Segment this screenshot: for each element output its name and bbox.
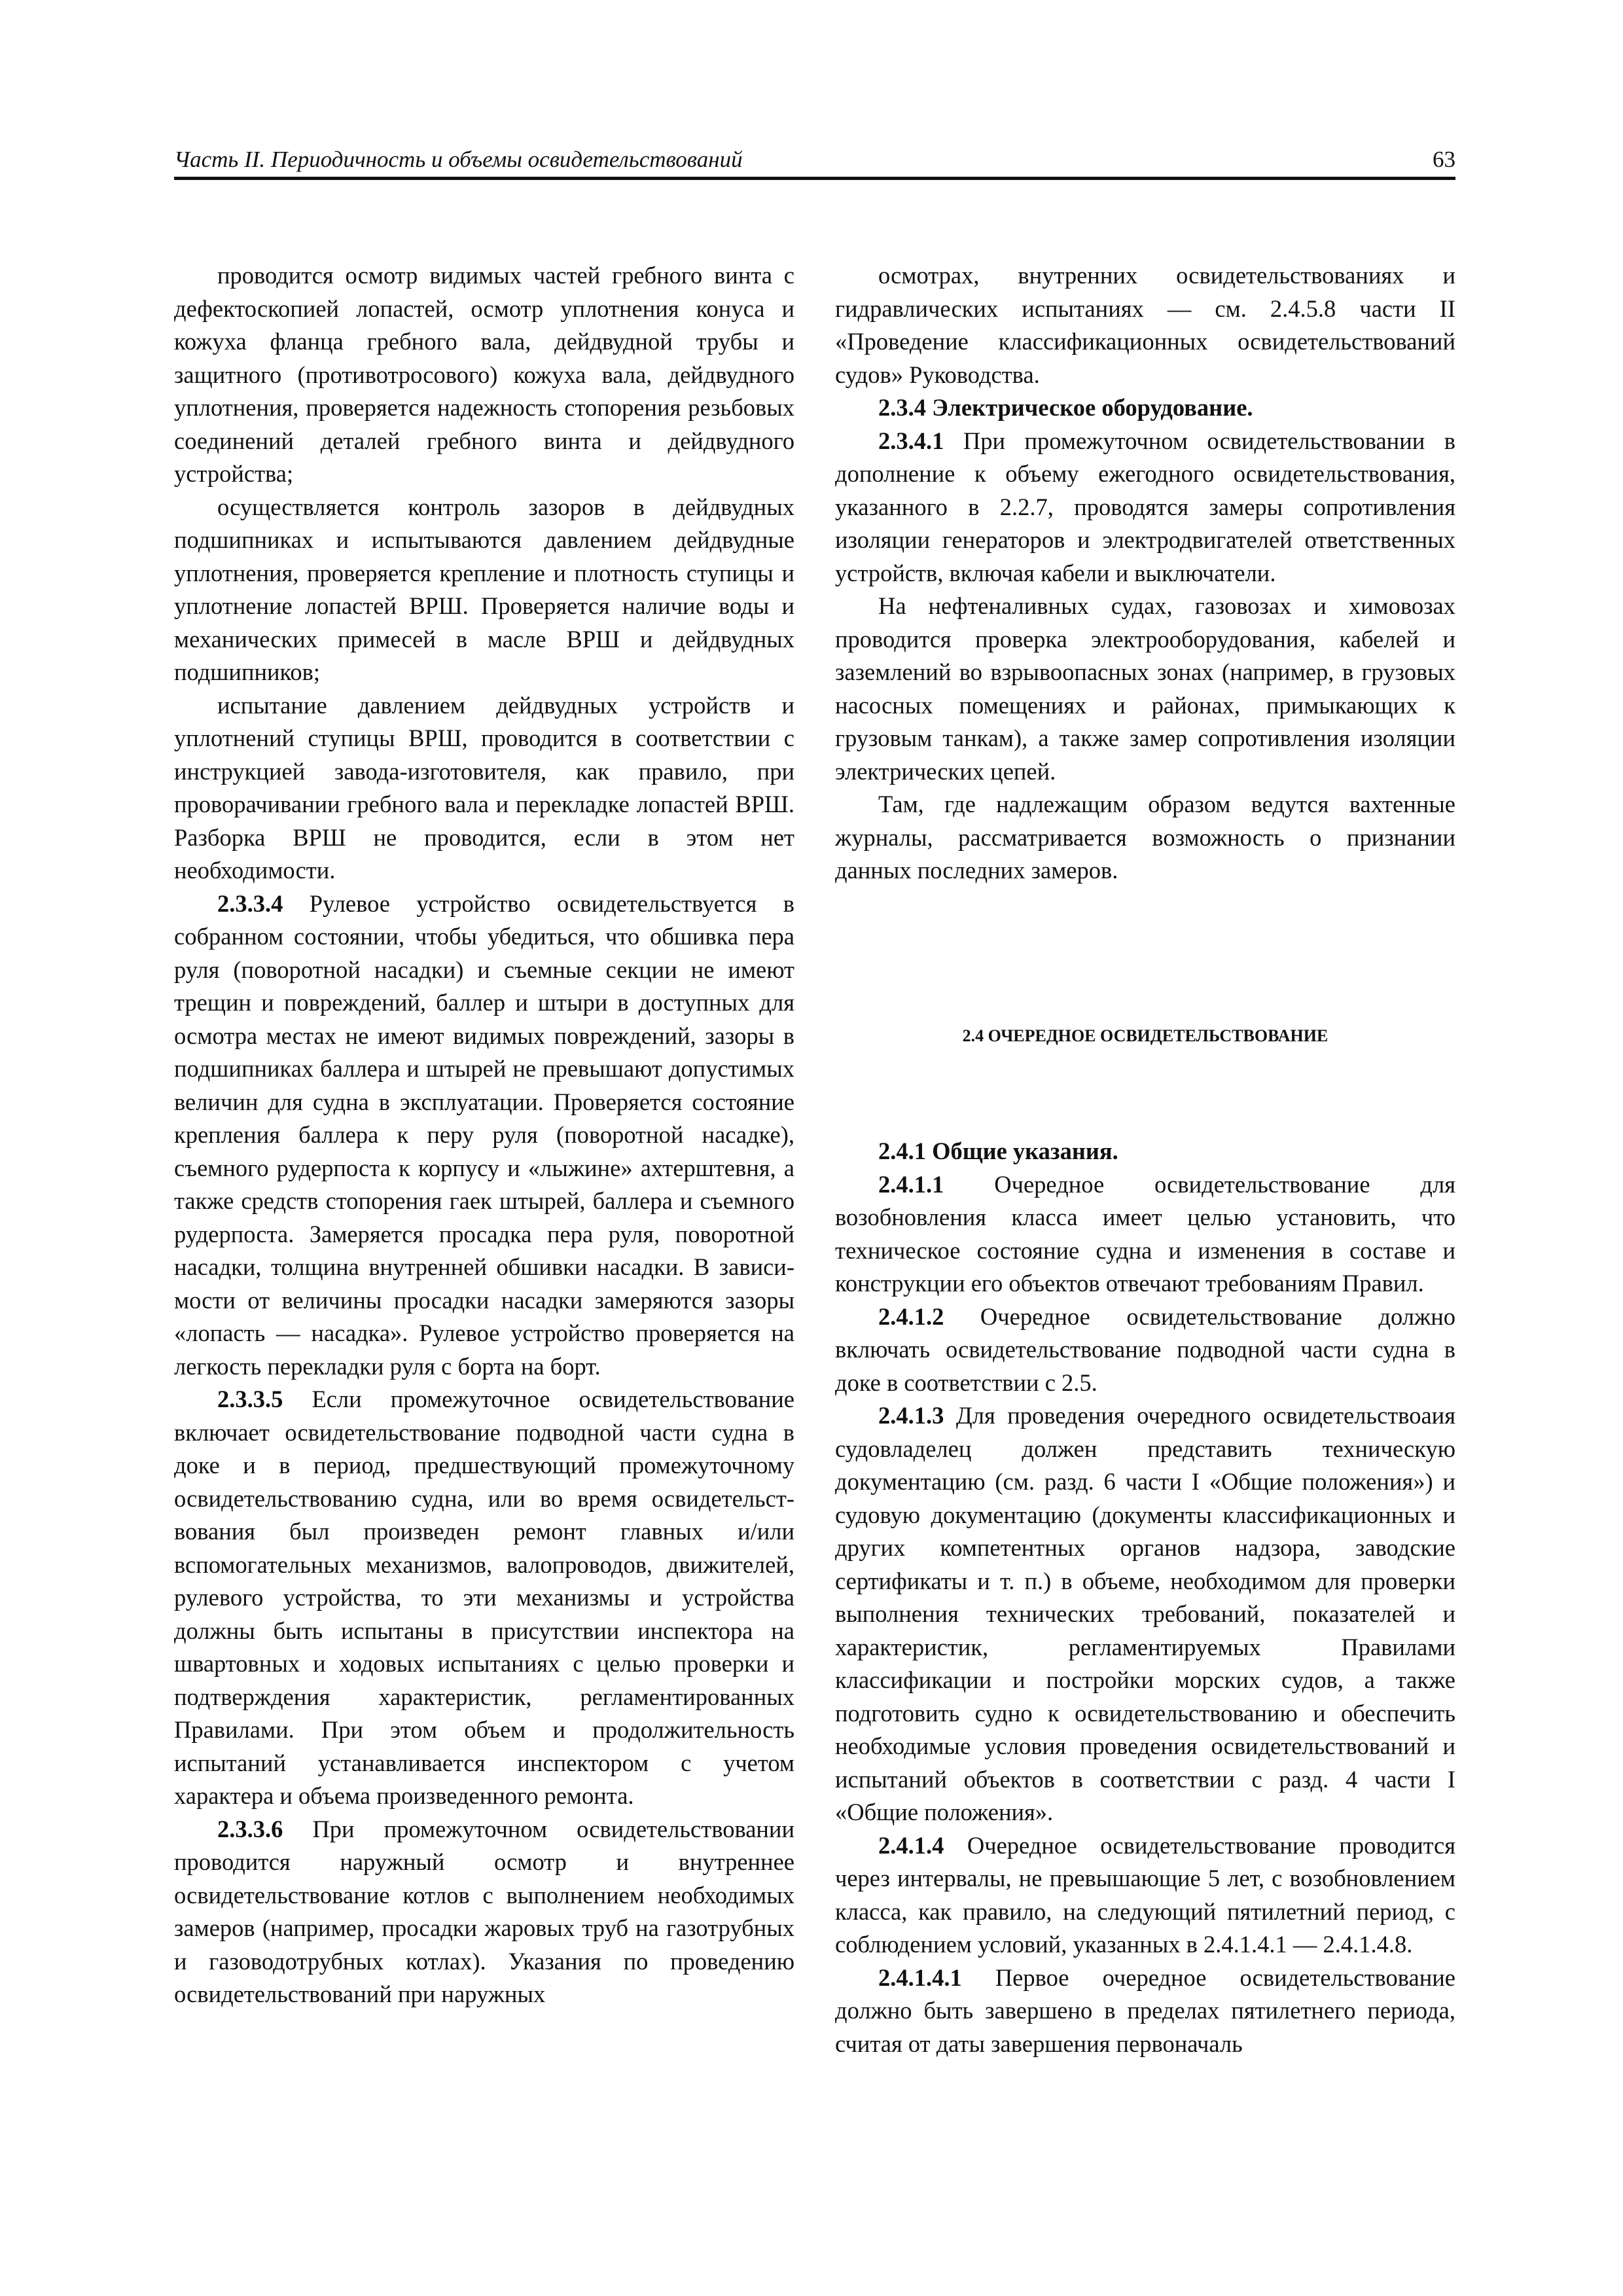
paragraph: осуществляется контроль зазоров в дейдвудных подшипниках и испытываются давлением дейдвудные уплотнения, проверяется крепление и плотность ступицы и уплотнение лопастей ВРШ. Проверяется наличие воды и механических примесей в масле ВРШ и дейдвудных подшипников; xyxy=(174,493,794,685)
spacer xyxy=(835,1052,1455,1135)
paragraph-text: Если промежуточное освидетельствование включает освидетельствование подводной части судна в доке и в период, предшествующий промежуточному освидетельствованию судна, или во время освидетельствования был произведен ремонт главных и/или вспомогательных механизмов, валопроводов, движителей, рулевого устройства, то эти механизмы и устройства должны быть испытаны в присутствии инспектора на швартовных и ходовых испытаниях с целью проверки и подтверждения характеристик, регламентированных Правилами. При этом объем и продолжительность испытаний устанавливается инспектором с учетом характера и объема произведенного ремонта. xyxy=(174,1386,794,1809)
paragraph-2-4-1-4-1 xyxy=(835,1962,1455,2061)
clause-number: 2.3.4.1 xyxy=(878,427,944,454)
paragraph-text: Очередное освидетельствование для возобновления класса имеет целью установить, что техническое состояние судна и изменения в составе и конструкции его объектов отвечают требованиям Правил. xyxy=(835,1170,1455,1297)
paragraph-text: Первое очередное освидетельствование должно быть завершено в пределах пятилетнего периода, считая от даты завершения первоначаль xyxy=(835,1964,1455,2057)
clause-number: 2.4.1.1 xyxy=(878,1170,944,1198)
header-rule xyxy=(174,177,1455,180)
clause-number: 2.3.3.6 xyxy=(217,1815,283,1842)
chapter-heading-2-4: 2.4 ОЧЕРЕДНОЕ ОСВИДЕТЕЛЬСТВОВАНИЕ xyxy=(962,1026,1329,1045)
spacer xyxy=(835,888,1455,1020)
paragraph-text: Для проведения очередного освидетельствоаия судовладелец должен представить техническую документацию (см. разд. 6 части I «Общие положения») и судовую документацию (документы классификационных и других компетентных органов надзора, заводские сертификаты и т. п.) в объеме, необходимом для проверки выполнения технических требований, показателей и характеристик, регламентируемых Правилами классификации и постройки морских судов, а также подготовить судно к освидетельствованию и обеспечить необходимые условия проведения освидетельствований и испытаний объектов в соответствии с разд. 4 части I «Общие положения». xyxy=(835,1402,1455,1825)
clause-number: 2.4.1.4.1 xyxy=(878,1964,962,1991)
page-number: 63 xyxy=(1433,147,1455,172)
paragraph-2-3-3-6 xyxy=(174,1813,794,2011)
paragraph-2-4-1-2 xyxy=(835,1300,1455,1400)
paragraph-text: Рулевое устройство освидетельствуется в собранном состоянии, чтобы убедиться, что обшивка пера руля (поворотной насадки) и съемные секции не имеют трещин и повреждений, баллер и штыри в доступных для осмотра местах не имеют видимых повреждений, зазоры в подшипниках баллера и штырей не превышают допустимых величин для судна в эксплуатации. Проверяется состояние крепления баллера к перу руля (поворотной насадке), съемного рудерпоста к корпусу и «лыжине» ахтерштевня, а также средств стопорения гаек штырей, баллера и съемного рудерпоста. Замеряется просадка пера руля, поворотной насадки, толщина внутренней обшивки насадки. В зависимости от величины просадки насадки замеряются зазоры «лопасть — насадка». Рулевое устройство проверяется на легкость перекладки руля с борта на борт. xyxy=(174,889,794,1380)
paragraph-2-4-1-4 xyxy=(835,1829,1455,1962)
paragraph-2-3-4-1 xyxy=(835,425,1455,590)
paragraph-text: При промежуточном освидетельствовании проводится наружный осмотр и внутреннее освидетельствование котлов с выполнением необходимых замеров (например, просадки жаровых труб на газотрубных и газоводотрубных котлах). Указания по проведению освидетельствований при наружных xyxy=(174,1815,794,2007)
paragraph-2-4-1-3 xyxy=(835,1399,1455,1829)
paragraph: испытание давлением дейдвудных устройств и уплотнений ступицы ВРШ, проводится в соответствии с инструкцией завода-изготовителя, как правило, при проворачивании гребного вала и перекладке лопастей ВРШ. Разборка ВРШ не проводится, если в этом нет необходимости. xyxy=(174,691,794,884)
paragraph-2-4-1-1 xyxy=(835,1168,1455,1300)
paragraph: На нефтеналивных судах, газовозах и химовозах проводится проверка электрооборудования, кабелей и заземлений во взрывоопасных зонах (например, в грузовых насосных помещениях и районах, примыкающих к грузовым танкам), а также замер сопротивления изоляции электрических цепей. xyxy=(835,592,1455,785)
paragraph-text: Очередное освидетельствование должно включать освидетельствование подводной части судна в доке в соответствии с 2.5. xyxy=(835,1302,1455,1396)
clause-number: 2.4.1.3 xyxy=(878,1402,944,1429)
clause-number: 2.4.1.2 xyxy=(878,1302,944,1330)
paragraph: Там, где надлежащим образом ведутся вахтенные журналы, рассматривается возможность о признании данных последних замеров. xyxy=(835,791,1455,884)
paragraph-2-3-3-4 xyxy=(174,888,794,1384)
paragraph-text: При промежуточном освидетельствовании в дополнение к объему ежегодного освидетельствования, указанного в 2.2.7, проводятся замеры сопротивления изоляции генераторов и электродвигателей ответственных устройств, включая кабели и выключатели. xyxy=(835,427,1455,586)
right-column xyxy=(835,259,1455,2060)
running-head xyxy=(174,145,1455,174)
paragraph-2-3-3-5 xyxy=(174,1383,794,1813)
paragraph: осмотрах, внутренних освидетельствованиях и гидравлических испытаниях — см. 2.4.5.8 части II «Проведение классификационных освидетельствований судов» Руководства. xyxy=(835,262,1455,388)
clause-number: 2.3.3.5 xyxy=(217,1386,283,1412)
clause-number: 2.3.3.4 xyxy=(217,889,283,917)
paragraph: проводится осмотр видимых частей гребного винта с дефектоскопией лопастей, осмотр уплотнения конуса и кожуха фланца гребного вала, дейдвудной трубы и защитного (противотросового) кожуха вала, дейдвудного уплотнения, проверяется надежность стопорения резьбовых соединений деталей гребного винта и дейдвудного устройства; xyxy=(174,262,794,487)
section-heading-2-3-4: 2.3.4 Электрическое оборудование. xyxy=(878,394,1253,421)
running-head-title: Часть II. Периодичность и объемы освидетельствований xyxy=(174,147,743,172)
section-heading-2-4-1: 2.4.1 Общие указания. xyxy=(878,1138,1118,1164)
paragraph-text: Очередное освидетельствование проводится через интервалы, не превышающие 5 лет, с возобновлением класса, как правило, на следующий пятилетний период, с соблюдением условий, указанных в 2.4.1.4.1 — 2.4.1.4.8. xyxy=(835,1831,1455,1958)
left-column xyxy=(174,259,794,2011)
clause-number: 2.4.1.4 xyxy=(878,1831,944,1859)
